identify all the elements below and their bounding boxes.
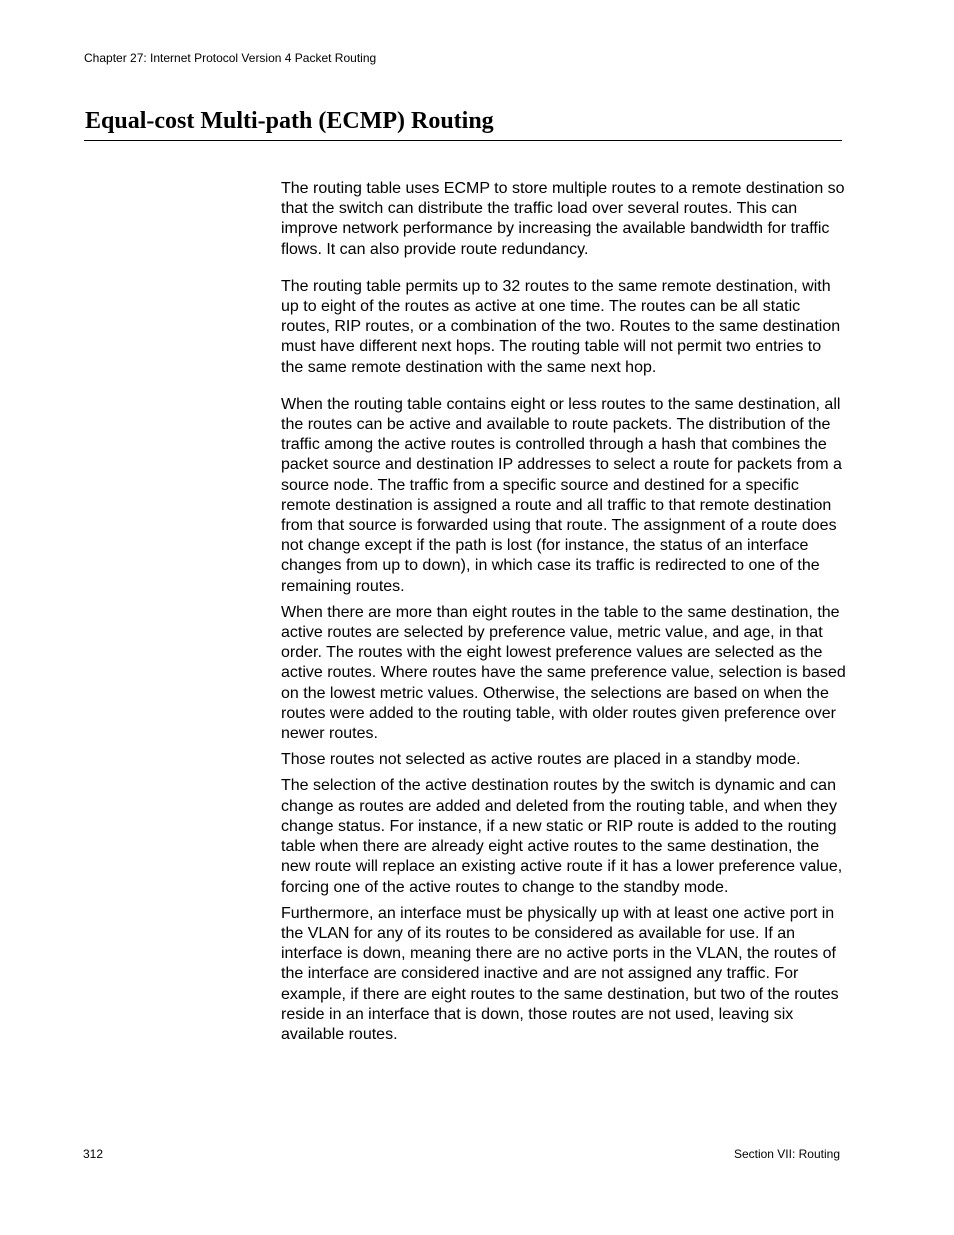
paragraph-ecmp-intro: The routing table uses ECMP to store multiple routes to a remote destination so that the switch can distribute the traffic load over several routes. This can improve network performance by increasing the available bandwidth for traffic flows. It can also provide route redundancy.	[281, 180, 845, 258]
body-text	[281, 179, 846, 1045]
footer-section-label: Section VII: Routing	[733, 1147, 840, 1161]
paragraph-traffic-distribution: When the routing table contains eight or less routes to the same destination, all the routes can be active and available to route packets. The distribution of the traffic among the active routes is controlled through a hash that combines the packet source and destination IP addresses to select a route for packets from a source node. The traffic from a specific source and destined for a specific remote destination is assigned a route and all traffic to that remote destination from that source is forwarded using that route. The assignment of a route does not change except if the path is lost (for instance, the status of an interface changes from up to down), in which case its traffic is redirected to one of the remaining routes.	[281, 395, 842, 595]
page-number: 312	[83, 1147, 104, 1161]
section-title: Equal-cost Multi-path (ECMP) Routing	[85, 108, 494, 134]
paragraph-interface-status: Furthermore, an interface must be physically up with at least one active port in the VLAN for any of its routes to be considered as available for use. If an interface is down, meaning there are no active ports in the VLAN, the routes of the interface are considered inactive and are not assigned any traffic. For example, if there are eight routes to the same destination, but two of the routes reside in an interface that is down, those routes are not used, leaving six available routes.	[281, 904, 839, 1043]
running-header: Chapter 27: Internet Protocol Version 4 Packet Routing	[84, 51, 377, 65]
paragraph-route-limit: The routing table permits up to 32 routes to the same remote destination, with up to eight of the routes as active at one time. The routes can be all static routes, RIP routes, or a combination of the two. Routes to the same destination must have different next hops. The routing table will not permit two entries to the same remote destination with the same next hop.	[281, 277, 841, 376]
title-rule	[84, 140, 842, 141]
paragraph-standby-mode: Those routes not selected as active routes are placed in a standby mode.	[281, 751, 801, 769]
paragraph-route-selection: When there are more than eight routes in the table to the same destination, the active routes are selected by preference value, metric value, and age, in that order. The routes with the eight lowest preference values are selected as the active routes. Where routes have the same preference value, selection is based on the lowest metric values. Otherwise, the selections are based on when the routes were added to the routing table, with older routes given preference over newer routes.	[281, 603, 846, 743]
paragraph-dynamic-selection: The selection of the active destination routes by the switch is dynamic and can change as routes are added and deleted from the routing table, and when they change status. For instance, if a new static or RIP route is added to the routing table when there are already eight active routes to the same destination, the new route will replace an existing active route if it has a lower preference value, forcing one of the active routes to change to the standby mode.	[281, 777, 843, 896]
